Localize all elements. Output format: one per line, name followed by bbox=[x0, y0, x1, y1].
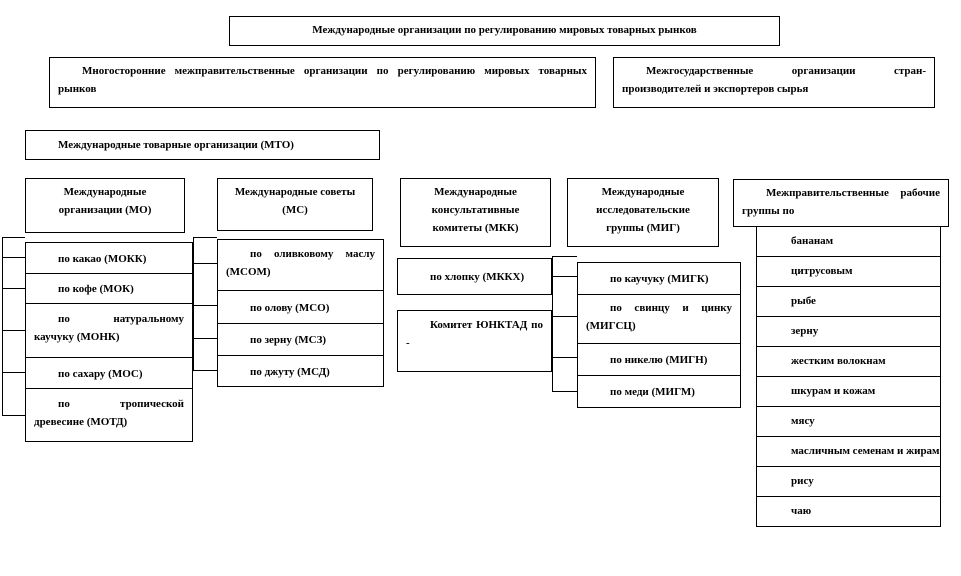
mig-connector-2 bbox=[552, 316, 577, 317]
ms-item-grain: по зерну (МСЗ) bbox=[217, 323, 384, 356]
mto-box: Международные товарные организации (МТО) bbox=[25, 130, 380, 160]
ms-connector-2 bbox=[193, 305, 217, 306]
mig-item-copper: по меди (МИГМ) bbox=[577, 375, 741, 408]
mig-connector-3 bbox=[552, 357, 577, 358]
mig-header-box: Международные исследовательские группы (МИГ) bbox=[567, 178, 719, 247]
ms-item-jute: по джуту (МСД) bbox=[217, 355, 384, 387]
mig-item-rubber: по каучуку (МИГК) bbox=[577, 262, 741, 295]
wg-item-grain: зерну bbox=[756, 317, 941, 347]
mo-connector-top bbox=[2, 237, 25, 238]
mo-connector-3 bbox=[2, 330, 25, 331]
wg-header-box: Межправительственные рабочие группы по bbox=[733, 179, 949, 227]
wg-item-oilseeds: масличным семенам и жирам bbox=[756, 437, 941, 467]
ms-connector-1 bbox=[193, 263, 217, 264]
mo-item-cocoa: по какао (МОКК) bbox=[25, 242, 193, 274]
wg-item-hard-fibres: жестким волокнам bbox=[756, 347, 941, 377]
wg-item-citrus: цитрусовым bbox=[756, 257, 941, 287]
ms-connector-top bbox=[193, 237, 217, 238]
wg-item-rice: рису bbox=[756, 467, 941, 497]
mig-item-nickel: по никелю (МИГН) bbox=[577, 343, 741, 376]
ms-header-box: Международные советы (МС) bbox=[217, 178, 373, 231]
interstate-organizations-box: Межгосударственные организации стран-производителей и экспортеров сырья bbox=[613, 57, 935, 108]
ms-item-tin: по олову (МСО) bbox=[217, 290, 384, 324]
mo-item-coffee: по кофе (МОК) bbox=[25, 273, 193, 304]
mkk-item-cotton: по хлопку (МККХ) bbox=[397, 258, 552, 295]
ms-connector-3 bbox=[193, 338, 217, 339]
ms-item-olive-oil: по оливковому маслу (МСОМ) bbox=[217, 239, 384, 291]
multilateral-organizations-box: Многосторонние межправительственные организации по регулированию мировых товарных рынков bbox=[49, 57, 596, 108]
ms-connector-4 bbox=[193, 370, 217, 371]
mo-connector-5 bbox=[2, 415, 25, 416]
wg-item-hides-skins: шкурам и кожам bbox=[756, 377, 941, 407]
ms-connector-spine bbox=[193, 237, 194, 371]
wg-item-tea: чаю bbox=[756, 497, 941, 527]
mig-connector-4 bbox=[552, 391, 577, 392]
mo-header-box: Международные организации (МО) bbox=[25, 178, 185, 233]
main-title-box: Международные организации по регулированию мировых товарных рынков bbox=[229, 16, 780, 46]
mig-item-lead-zinc: по свинцу и цинку (МИГСЦ) bbox=[577, 294, 741, 344]
mig-connector-top bbox=[552, 256, 577, 257]
wg-item-meat: мясу bbox=[756, 407, 941, 437]
mkk-header-box: Международные консультативные комитеты (МКК) bbox=[400, 178, 551, 247]
mo-connector-4 bbox=[2, 372, 25, 373]
mo-item-rubber: по натуральному каучуку (МОНК) bbox=[25, 303, 193, 358]
mo-connector-1 bbox=[2, 257, 25, 258]
mo-connector-2 bbox=[2, 288, 25, 289]
wg-item-fish: рыбе bbox=[756, 287, 941, 317]
wg-item-bananas: бананам bbox=[756, 227, 941, 257]
mo-item-sugar: по сахару (МОС) bbox=[25, 357, 193, 389]
mig-connector-1 bbox=[552, 276, 577, 277]
mkk-item-unctad: Комитет ЮНКТАД по - bbox=[397, 310, 552, 372]
mo-connector-spine bbox=[2, 237, 3, 416]
mo-item-timber: по тропической древесине (МОТД) bbox=[25, 388, 193, 442]
